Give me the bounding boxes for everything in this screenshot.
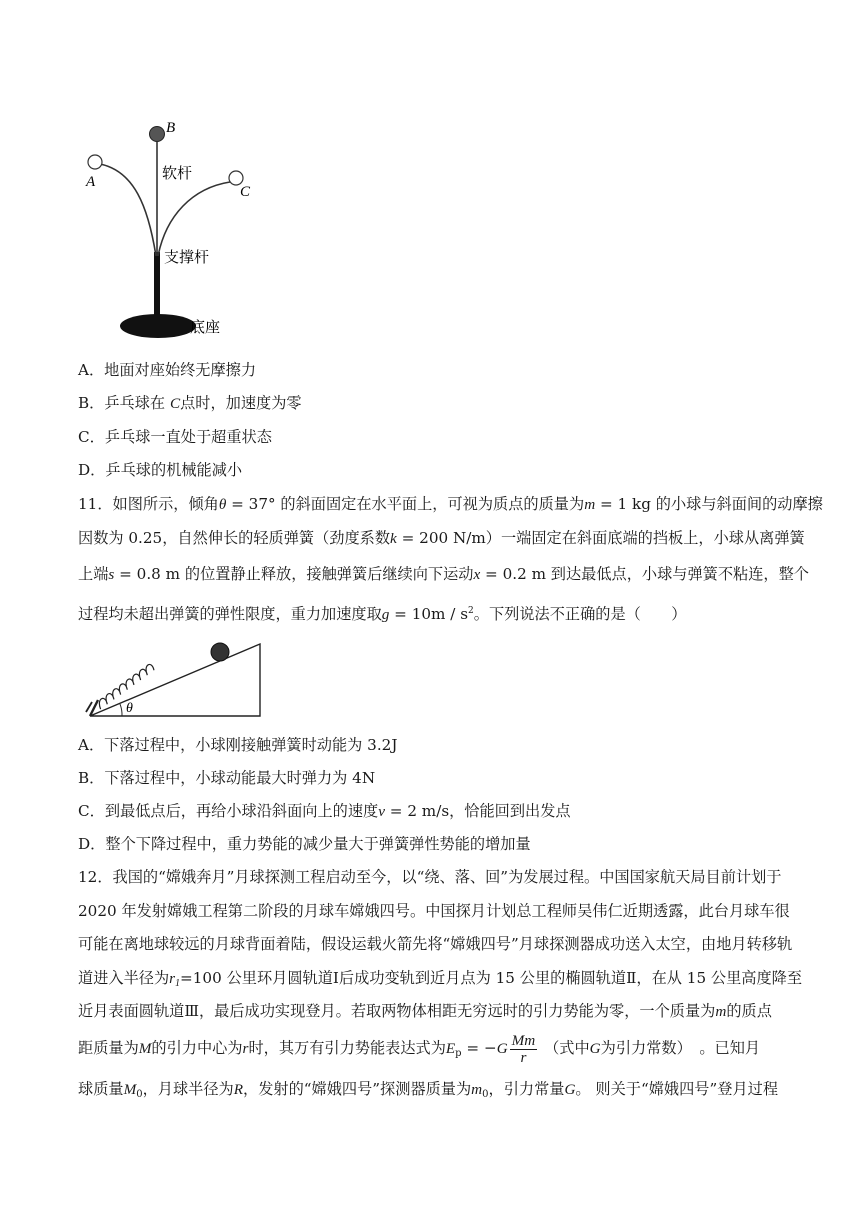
rod-left xyxy=(100,164,156,256)
text-q11-l4-sup: 2 xyxy=(468,606,474,616)
text-q11-options-3-text: 整个下降过程中，重力势能的减少量大于弹簧弹性势能的增加量 xyxy=(105,835,531,853)
text-q12-m0-sub: 0 xyxy=(482,1089,489,1100)
q11-line-2 xyxy=(78,528,805,549)
text-q11-theta: θ xyxy=(218,496,227,513)
text-q12-l4-b: =100 公里环月圆轨道Ⅰ后成功变轨到近月点为 15 公里的椭圆轨道Ⅱ，在从 15 公里高度降至 xyxy=(180,969,803,987)
text-q12-eq: = − xyxy=(461,1039,497,1057)
text-q12-l5-end: 的质点 xyxy=(726,1002,772,1020)
support-rod xyxy=(154,252,160,328)
angle-arc xyxy=(120,704,122,716)
ball-a xyxy=(88,155,102,169)
text-q11-options-2-letter: C． xyxy=(78,802,105,820)
text-q11-l4-c: 。下列说法不正确的是（ ） xyxy=(473,605,687,623)
q10-option-d xyxy=(78,460,242,480)
text-q11-l2-b: = 200 N/m）一端固定在斜面底端的挡板上，小球从离弹簧 xyxy=(396,529,805,547)
text-q12-l5: 近月表面圆轨道Ⅲ，最后成功实现登月。若取两物体相距无穷远时的引力势能为零，一个质量为 xyxy=(78,1002,716,1020)
text-q10-options-1-var: C xyxy=(169,395,181,412)
text-q11-l1-a: 11．如图所示，倾角 xyxy=(78,495,219,513)
label-b: B xyxy=(166,120,176,136)
text-q12-l2: 2020 年发射嫦娥工程第二阶段的月球车嫦娥四号。中国探月计划总工程师吴伟仁近期透露，此台月球车很 xyxy=(78,902,790,920)
text-q11-options-2-var: v xyxy=(378,803,385,820)
text-q11-g: g xyxy=(381,606,390,623)
figure-incline-spring xyxy=(84,632,284,722)
text-q11-x: x xyxy=(473,566,481,583)
text-q11-l1-b: = 37° 的斜面固定在水平面上，可视为质点的质量为 xyxy=(226,495,585,513)
text-q12-l4-a: 道进入半径为 xyxy=(78,969,170,987)
text-q12-m0: m xyxy=(471,1081,483,1098)
q10-option-c xyxy=(78,427,272,447)
text-q11-m: m xyxy=(584,496,596,513)
q11-line-1 xyxy=(78,494,823,515)
text-q12-l7-a: 球质量 xyxy=(78,1080,124,1098)
text-q12-r1-sub: 1 xyxy=(175,978,181,989)
text-q11-options-1-text: 下落过程中，小球动能最大时弹力为 4N xyxy=(104,769,376,787)
text-q12-l5-m: m xyxy=(715,1003,727,1020)
text-q12-l6-M: M xyxy=(138,1040,152,1057)
text-q12-r1: r xyxy=(169,970,176,987)
text-q12-l7-d: ，引力常量 xyxy=(488,1080,565,1098)
text-q10-options-3-letter: D． xyxy=(78,461,106,479)
text-q12-G: G xyxy=(496,1040,508,1057)
q12-line-2 xyxy=(78,901,790,921)
text-q12-l3: 可能在离地球较远的月球背面着陆，假设运载火箭先将“嫦娥四号”月球探测器成功送入太空，由地月转移轨 xyxy=(78,935,793,953)
text-q10-options-1-letter: B． xyxy=(78,394,105,412)
q12-line-5 xyxy=(78,1001,772,1022)
q12-line-7 xyxy=(78,1079,778,1105)
potential-fraction xyxy=(510,1033,538,1066)
text-q11-options-0-letter: A． xyxy=(78,736,105,754)
text-q10-options-0-text: 地面对座始终无摩擦力 xyxy=(104,361,257,379)
text-q12-M0: M xyxy=(123,1081,137,1098)
text-q11-l4-b: = 10m / s xyxy=(389,605,469,623)
text-q12-l7-c: ，发射的“嫦娥四号”探测器质量为 xyxy=(243,1080,472,1098)
q12-line-4 xyxy=(78,968,802,994)
text-q11-s: s xyxy=(108,566,115,583)
text-q11-l3-a: 上端 xyxy=(78,565,109,583)
text-q12-G2: G xyxy=(564,1081,576,1098)
text-q12-frac-den: r xyxy=(520,1048,527,1066)
q12-line-3 xyxy=(78,934,792,954)
text-q12-M0-sub: 0 xyxy=(136,1089,143,1100)
incline xyxy=(90,644,260,716)
text-q12-l6-a: 距质量为 xyxy=(78,1039,139,1057)
ep-symbol: E xyxy=(445,1040,456,1057)
label-c: C xyxy=(240,184,251,200)
ball-b xyxy=(150,127,165,142)
label-base: 底座 xyxy=(190,318,221,336)
text-q12-l6-r: r xyxy=(242,1040,249,1057)
text-q12-l6-b: 的引力中心为 xyxy=(151,1039,243,1057)
q11-line-4 xyxy=(78,601,686,625)
text-q11-l1-c: = 1 kg 的小球与斜面间的动摩擦 xyxy=(595,495,823,513)
text-q11-options-3-letter: D． xyxy=(78,835,106,853)
q11-option-b xyxy=(78,768,375,788)
ball xyxy=(211,643,229,661)
text-q10-options-1-pre: 乒乓球在 xyxy=(104,394,166,412)
ball-c xyxy=(229,171,243,185)
q10-option-a xyxy=(78,360,256,380)
text-q11-options-2-pre: 到最低点后，再给小球沿斜面向上的速度 xyxy=(104,802,379,820)
q11-option-d xyxy=(78,834,531,854)
text-q12-l6-d: （式中 xyxy=(544,1039,590,1057)
q12-line-1 xyxy=(78,867,781,887)
text-q11-options-1-letter: B． xyxy=(78,769,105,787)
text-q11-l2-a: 因数为 0.25，自然伸长的轻质弹簧（劲度系数 xyxy=(78,529,391,547)
figure-soft-rod xyxy=(80,116,280,346)
text-q12-ep-sub: p xyxy=(455,1048,462,1059)
text-q10-options-1-post: 点时，加速度为零 xyxy=(180,394,302,412)
text-q12-l6-e: 为引力常数） 。已知月 xyxy=(600,1039,761,1057)
q11-line-3 xyxy=(78,564,809,585)
text-q11-l4-a: 过程均未超出弹簧的弹性限度，重力加速度取 xyxy=(78,605,382,623)
text-q12-l6-G: G xyxy=(589,1040,601,1057)
text-q12-l7-b: ，月球半径为 xyxy=(142,1080,234,1098)
q11-option-c xyxy=(78,801,571,822)
text-q11-options-2-post: = 2 m/s，恰能回到出发点 xyxy=(384,802,571,820)
text-q11-l3-c: = 0.2 m 到达最低点，小球与弹簧不粘连，整个 xyxy=(480,565,809,583)
theta-label: θ xyxy=(126,701,133,716)
text-q10-options-3-text: 乒乓球的机械能减小 xyxy=(105,461,243,479)
text-q11-k: k xyxy=(390,530,397,547)
text-q10-options-2-text: 乒乓球一直处于超重状态 xyxy=(104,428,272,446)
text-q11-options-0-text: 下落过程中，小球刚接触弹簧时动能为 3.2J xyxy=(104,736,398,754)
text-q12-l1: 12．我国的“嫦娥奔月”月球探测工程启动至今，以“绕、落、回”为发展过程。中国国家航天局目前计划于 xyxy=(78,868,782,886)
text-q12-l6-c: 时，其万有引力势能表达式为 xyxy=(248,1039,446,1057)
label-a: A xyxy=(86,174,96,190)
text-q11-l3-b: = 0.8 m 的位置静止释放，接触弹簧后继续向下运动 xyxy=(114,565,474,583)
text-q12-l7-e: 。 则关于“嫦娥四号”登月过程 xyxy=(575,1080,779,1098)
text-q10-options-0-letter: A． xyxy=(78,361,105,379)
rod-right xyxy=(158,182,230,256)
text-q10-options-2-letter: C． xyxy=(78,428,105,446)
label-support-rod: 支撑杆 xyxy=(164,248,210,266)
q10-option-b xyxy=(78,393,302,414)
q12-line-6 xyxy=(78,1030,760,1072)
label-soft-rod: 软杆 xyxy=(162,164,193,182)
q11-option-a xyxy=(78,735,397,755)
text-q12-R: R xyxy=(233,1081,243,1098)
text-q12-frac-num: Mm xyxy=(511,1031,536,1049)
